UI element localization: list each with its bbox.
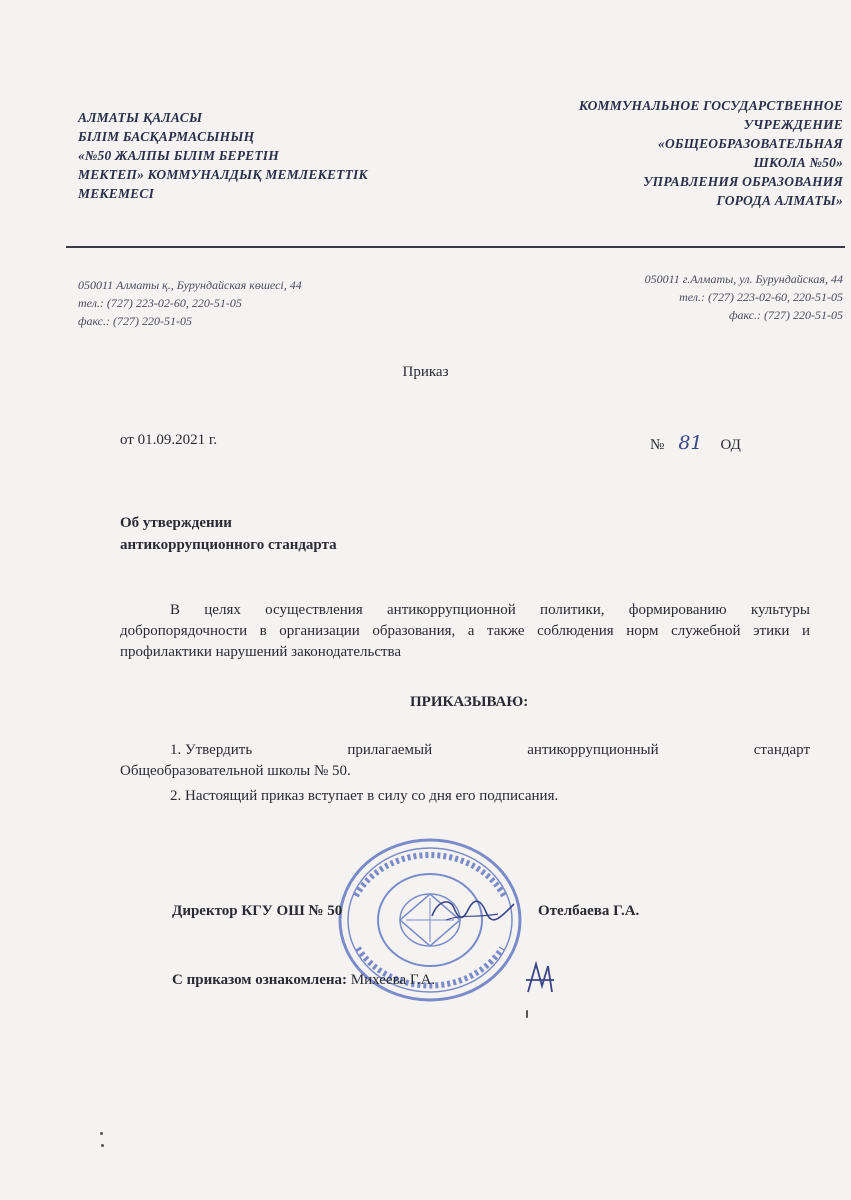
document-title: Приказ: [402, 364, 449, 380]
ack-name: Михеева Г.А.: [350, 972, 436, 988]
header-right-line: УПРАВЛЕНИЯ ОБРАЗОВАНИЯ: [643, 174, 843, 189]
address-right-line: 050011 г.Алматы, ул. Бурундайская, 44: [644, 272, 843, 286]
command-heading: ПРИКАЗЫВАЮ:: [410, 694, 529, 710]
director-label: Директор КГУ ОШ № 50: [172, 903, 343, 919]
header-right-line: УЧРЕЖДЕНИЕ: [743, 117, 843, 132]
header-right-line: ГОРОДА АЛМАТЫ»: [716, 193, 843, 208]
address-left: [78, 276, 438, 330]
scan-speck: [100, 1132, 103, 1135]
subject-line-2: антикоррупционного стандарта: [120, 537, 337, 553]
subject-line-1: Об утверждении: [120, 515, 232, 531]
address-right-line: тел.: (727) 223-02-60, 220-51-05: [679, 290, 843, 304]
order-number: [650, 432, 741, 454]
acknowledgement-signature: [524, 958, 560, 998]
header-left-line: МЕКЕМЕСІ: [78, 186, 155, 201]
order-subject: [120, 512, 337, 556]
header-divider: [66, 246, 845, 248]
director-name: Отелбаева Г.А.: [538, 903, 640, 919]
address-left-line: тел.: (727) 223-02-60, 220-51-05: [78, 296, 242, 310]
address-left-line: факс.: (727) 220-51-05: [78, 314, 192, 328]
address-right-line: факс.: (727) 220-51-05: [729, 308, 843, 322]
scan-speck: [101, 1144, 104, 1147]
number-suffix: ОД: [720, 437, 741, 453]
item1-word: стандарт: [753, 742, 810, 758]
item1-word: антикоррупционный: [527, 742, 659, 758]
handwritten-number: 81: [678, 432, 703, 454]
intro-paragraph: В целях осуществления антикоррупционной политики, формированию культуры добропорядочности в организации образования, а также соблюдения норм служебной этики и профилактики нарушений законодательства: [120, 602, 810, 660]
address-right: [523, 270, 843, 324]
scan-speck: [526, 1010, 528, 1018]
address-left-line: 050011 Алматы қ., Бурундайская көшесі, 44: [78, 278, 302, 292]
order-item-2: 2. Настоящий приказ вступает в силу со дня его подписания.: [170, 788, 559, 804]
header-right-line: ШКОЛА №50»: [753, 155, 843, 170]
header-left-line: БІЛІМ БАСҚАРМАСЫНЫҢ: [78, 129, 255, 144]
header-left-line: «№50 ЖАЛПЫ БІЛІМ БЕРЕТІН: [78, 148, 279, 163]
item1-word: прилагаемый: [347, 742, 433, 758]
number-sign: №: [650, 437, 665, 453]
item1-continuation: Общеобразовательной школы № 50.: [120, 763, 351, 779]
order-item-1: [120, 740, 810, 782]
ack-label: С приказом ознакомлена:: [172, 972, 348, 988]
order-date: от 01.09.2021 г.: [120, 432, 218, 448]
director-signature-block: [172, 903, 732, 920]
acknowledgement-line: [172, 972, 435, 989]
header-left-line: АЛМАТЫ ҚАЛАСЫ: [78, 110, 203, 125]
item1-word: 1. Утвердить: [170, 742, 253, 758]
header-left-kazakh: [78, 108, 468, 203]
header-right-line: «ОБЩЕОБРАЗОВАТЕЛЬНАЯ: [658, 136, 843, 151]
header-left-line: МЕКТЕП» КОММУНАЛДЫҚ МЕМЛЕКЕТТІК: [78, 167, 368, 182]
header-right-line: КОММУНАЛЬНОЕ ГОСУДАРСТВЕННОЕ: [578, 98, 843, 113]
header-right-russian: [513, 96, 843, 210]
